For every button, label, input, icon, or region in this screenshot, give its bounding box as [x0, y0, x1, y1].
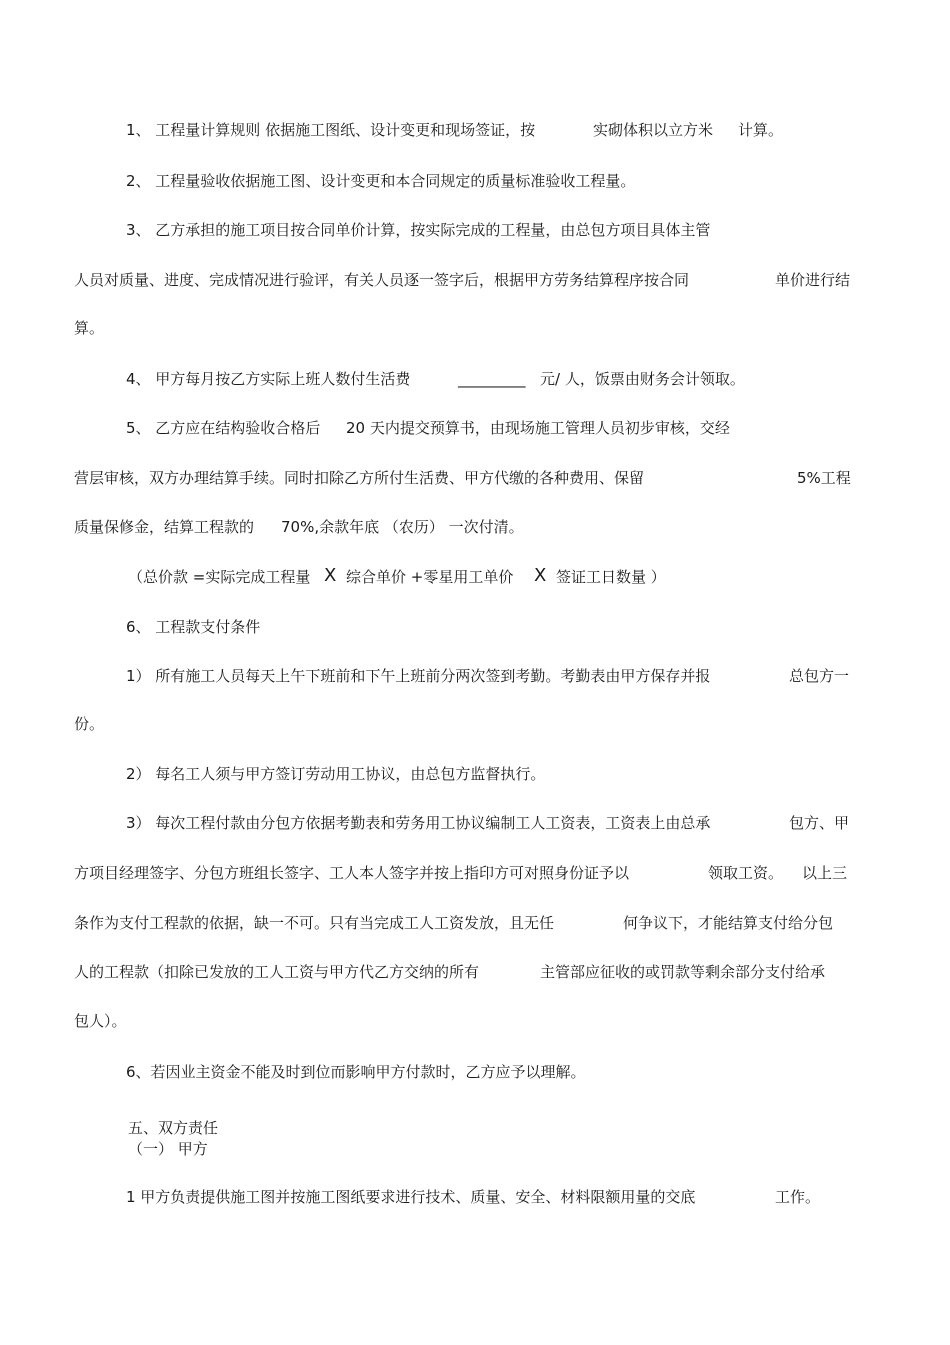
- item-3-line-3-end: 何争议下，才能结算支付给分包: [623, 914, 834, 932]
- item-2: 2） 每名工人须与甲方签订劳动用工协议，由总包方监督执行。: [126, 765, 546, 783]
- paragraph-1-end: 计算。: [738, 121, 784, 139]
- multiply-sign: X: [534, 565, 547, 586]
- section-heading: 五、双方责任: [128, 1119, 219, 1137]
- item-3-line-2-text: 方项目经理签字、分包方班组长签字、工人本人签字并按上指印方可对照身份证予以: [74, 864, 630, 882]
- responsibility-item-1-text: 1 甲方负责提供施工图并按施工图纸要求进行技术、质量、安全、材料限额用量的交底: [126, 1188, 696, 1206]
- paragraph-3-line-2-text: 人员对质量、进度、完成情况进行验评，有关人员逐一签字后，根据甲方劳务结算程序按合同: [74, 271, 690, 289]
- responsibility-item-1-end: 工作。: [775, 1188, 821, 1206]
- item-3-line-4-text: 人的工程款（扣除已发放的工人工资与甲方代乙方交纳的所有: [74, 963, 480, 981]
- paragraph-1-text: 1、 工程量计算规则 依据施工图纸、设计变更和现场签证，按: [126, 121, 536, 139]
- item-3-line-1-end: 包方、甲: [789, 814, 850, 832]
- multiply-sign: X: [324, 565, 337, 586]
- item-1-text: 1） 所有施工人员每天上午下班前和下午上班前分两次签到考勤。考勤表由甲方保存并报: [126, 667, 711, 685]
- paragraph-5-line-2-text: 营层审核，双方办理结算手续。同时扣除乙方所付生活费、甲方代缴的各种费用、保留: [74, 469, 645, 487]
- paragraph-2: 2、 工程量验收依据施工图、设计变更和本合同规定的质量标准验收工程量。: [126, 172, 636, 190]
- paragraph-5-line-1-text: 5、 乙方应在结构验收合格后: [126, 419, 321, 437]
- paragraph-6-heading: 6、 工程款支付条件: [126, 618, 261, 636]
- item-3-line-5: 包人）。: [74, 1012, 127, 1030]
- paragraph-1-method: 实砌体积以立方米: [593, 121, 714, 139]
- item-3-line-2-mid: 领取工资。: [708, 864, 784, 882]
- paragraph-5-line-1-cont: 20 天内提交预算书，由现场施工管理人员初步审核，交经: [346, 419, 730, 437]
- item-3-line-1-text: 3） 每次工程付款由分包方依据考勤表和劳务用工协议编制工人工资表，工资表上由总承: [126, 814, 711, 832]
- item-1-end: 总包方一: [789, 667, 850, 685]
- paragraph-5-line-3-text: 质量保修金，结算工程款的: [74, 518, 255, 536]
- formula-unit-price: 综合单价 +零星用工单价: [346, 568, 514, 586]
- paragraph-3-line-1: 3、 乙方承担的施工项目按合同单价计算，按实际完成的工程量，由总包方项目具体主管: [126, 221, 711, 239]
- formula-total: （总价款 =实际完成工程量: [128, 568, 311, 586]
- item-1-line-2: 份。: [74, 715, 105, 733]
- paragraph-7: 6、若因业主资金不能及时到位而影响甲方付款时，乙方应予以理解。: [126, 1063, 586, 1081]
- subsection-heading: （一） 甲方: [128, 1140, 208, 1158]
- item-3-line-3-text: 条作为支付工程款的依据，缺一不可。只有当完成工人工资发放，且无任: [74, 914, 555, 932]
- paragraph-3-line-3: 算。: [74, 319, 105, 337]
- formula-workdays: 签证工日数量 ）: [556, 568, 666, 586]
- paragraph-4-end: 元/ 人，饭票由财务会计领取。: [540, 370, 745, 388]
- paragraph-5-line-3-cont: 70%,余款年底 （农历） 一次付清。: [281, 518, 524, 536]
- paragraph-4-text: 4、 甲方每月按乙方实际上班人数付生活费: [126, 370, 411, 388]
- item-3-line-2-end: 以上三: [802, 864, 848, 882]
- blank-field: _________: [458, 370, 526, 388]
- item-3-line-4-end: 主管部应征收的或罚款等剩余部分支付给承: [540, 963, 826, 981]
- paragraph-3-line-2-end: 单价进行结: [775, 271, 851, 289]
- paragraph-5-line-2-end: 5%工程: [797, 469, 851, 487]
